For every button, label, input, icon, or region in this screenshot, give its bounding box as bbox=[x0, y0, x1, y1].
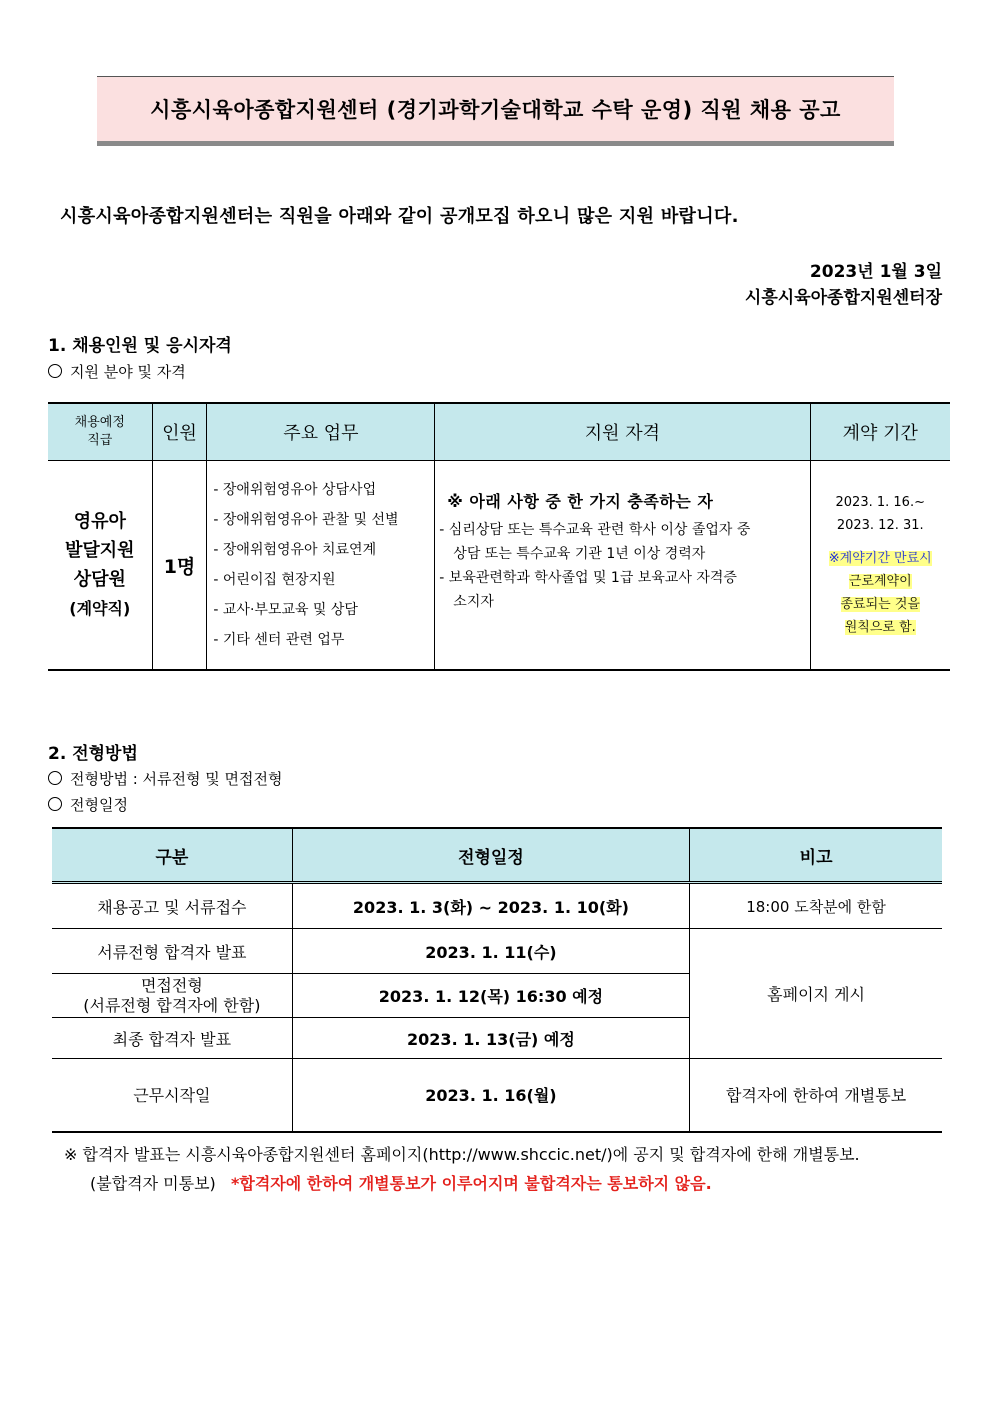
list-item: - 기타 센터 관련 업무 bbox=[213, 632, 345, 648]
period-note: ※계약기간 만료시 bbox=[828, 551, 932, 566]
schedule-cell: 2023. 1. 12(목) 16:30 예정 bbox=[292, 974, 689, 1018]
list-item: 소지자 bbox=[453, 594, 494, 610]
circle-bullet-icon bbox=[48, 771, 62, 785]
header-rank: 채용예정 직급 bbox=[48, 403, 152, 461]
list-item: - 어린이집 현장지원 bbox=[213, 572, 336, 588]
section1-heading: 1. 채용인원 및 응시자격 bbox=[48, 336, 232, 356]
category-cell: 서류전형 합격자 발표 bbox=[52, 929, 292, 974]
section2-bullet: 전형일정 bbox=[48, 794, 128, 815]
table-row bbox=[48, 461, 950, 671]
list-item: - 장애위험영유아 치료연계 bbox=[213, 542, 377, 558]
period-cell: 2023. 1. 16.~ 2023. 12. 31. ※계약기간 만료시 근로계약이 종료되는 것을 원칙으로 함. bbox=[810, 461, 950, 671]
list-item: 상담 또는 특수교육 기관 1년 이상 경력자 bbox=[453, 546, 706, 562]
remark-cell: 합격자에 한하여 개별통보 bbox=[690, 1059, 942, 1132]
header-duties: 주요 업무 bbox=[207, 403, 435, 461]
footer-note: ※ 합격자 발표는 시흥시육아종합지원센터 홈페이지(http://www.shccic.net/)에 공지 및 합격자에 한해 개별통보. bbox=[64, 1145, 860, 1164]
list-item: - 보육관련학과 학사졸업 및 1급 보육교사 자격증 bbox=[439, 570, 737, 586]
schedule-cell: 2023. 1. 3(화) ~ 2023. 1. 10(화) bbox=[292, 883, 689, 929]
footer-warning: *합격자에 한하여 개별통보가 이루어지며 불합격자는 통보하지 않음. bbox=[231, 1174, 712, 1193]
position-cell: 영유아 발달지원 상담원 (계약직) bbox=[48, 461, 152, 671]
qualification-heading: ※ 아래 사항 중 한 가지 충족하는 자 bbox=[447, 492, 714, 511]
category-cell: 면접전형 (서류전형 합격자에 한함) bbox=[52, 974, 292, 1018]
recruitment-table bbox=[48, 402, 950, 671]
duties-cell bbox=[207, 461, 435, 671]
category-cell: 최종 합격자 발표 bbox=[52, 1018, 292, 1059]
category-cell: 근무시작일 bbox=[52, 1059, 292, 1132]
table-row bbox=[52, 929, 942, 974]
header-schedule: 전형일정 bbox=[292, 828, 689, 883]
schedule-table bbox=[52, 827, 942, 1133]
circle-bullet-icon bbox=[48, 364, 62, 378]
announcement-date: 2023년 1월 3일 bbox=[809, 262, 942, 282]
schedule-cell: 2023. 1. 11(수) bbox=[292, 929, 689, 974]
section2-heading: 2. 전형방법 bbox=[48, 744, 138, 764]
issuer-name: 시흥시육아종합지원센터장 bbox=[744, 288, 942, 308]
qualification-cell bbox=[435, 461, 810, 671]
schedule-cell: 2023. 1. 13(금) 예정 bbox=[292, 1018, 689, 1059]
list-item: - 장애위험영유아 상담사업 bbox=[213, 482, 377, 498]
list-item: - 심리상담 또는 특수교육 관련 학사 이상 졸업자 중 bbox=[439, 522, 751, 538]
list-item: - 장애위험영유아 관찰 및 선별 bbox=[213, 512, 399, 528]
intro-text: 시흥시육아종합지원센터는 직원을 아래와 같이 공개모집 하오니 많은 지원 바랍니다. bbox=[60, 206, 739, 227]
table-row bbox=[52, 883, 942, 929]
page-title: 시흥시육아종합지원센터 (경기과학기술대학교 수탁 운영) 직원 채용 공고 bbox=[97, 76, 894, 146]
section2-bullet: 전형방법 : 서류전형 및 면접전형 bbox=[48, 768, 283, 789]
list-item: - 교사·부모교육 및 상담 bbox=[213, 602, 358, 618]
category-cell: 채용공고 및 서류접수 bbox=[52, 883, 292, 929]
remark-cell: 18:00 도착분에 한함 bbox=[690, 883, 942, 929]
count-cell: 1명 bbox=[152, 461, 207, 671]
footer-note-2: (불합격자 미통보) *합격자에 한하여 개별통보가 이루어지며 불합격자는 통보하지 않음. bbox=[90, 1174, 712, 1193]
section1-bullet: 지원 분야 및 자격 bbox=[48, 361, 186, 382]
header-period: 계약 기간 bbox=[810, 403, 950, 461]
header-remark: 비고 bbox=[690, 828, 942, 883]
table-row bbox=[52, 1059, 942, 1132]
header-category: 구분 bbox=[52, 828, 292, 883]
schedule-cell: 2023. 1. 16(월) bbox=[292, 1059, 689, 1132]
table-header-row bbox=[52, 828, 942, 883]
circle-bullet-icon bbox=[48, 797, 62, 811]
header-count: 인원 bbox=[152, 403, 207, 461]
remark-cell: 홈페이지 게시 bbox=[690, 929, 942, 1059]
header-qualification: 지원 자격 bbox=[435, 403, 810, 461]
table-header-row bbox=[48, 403, 950, 461]
